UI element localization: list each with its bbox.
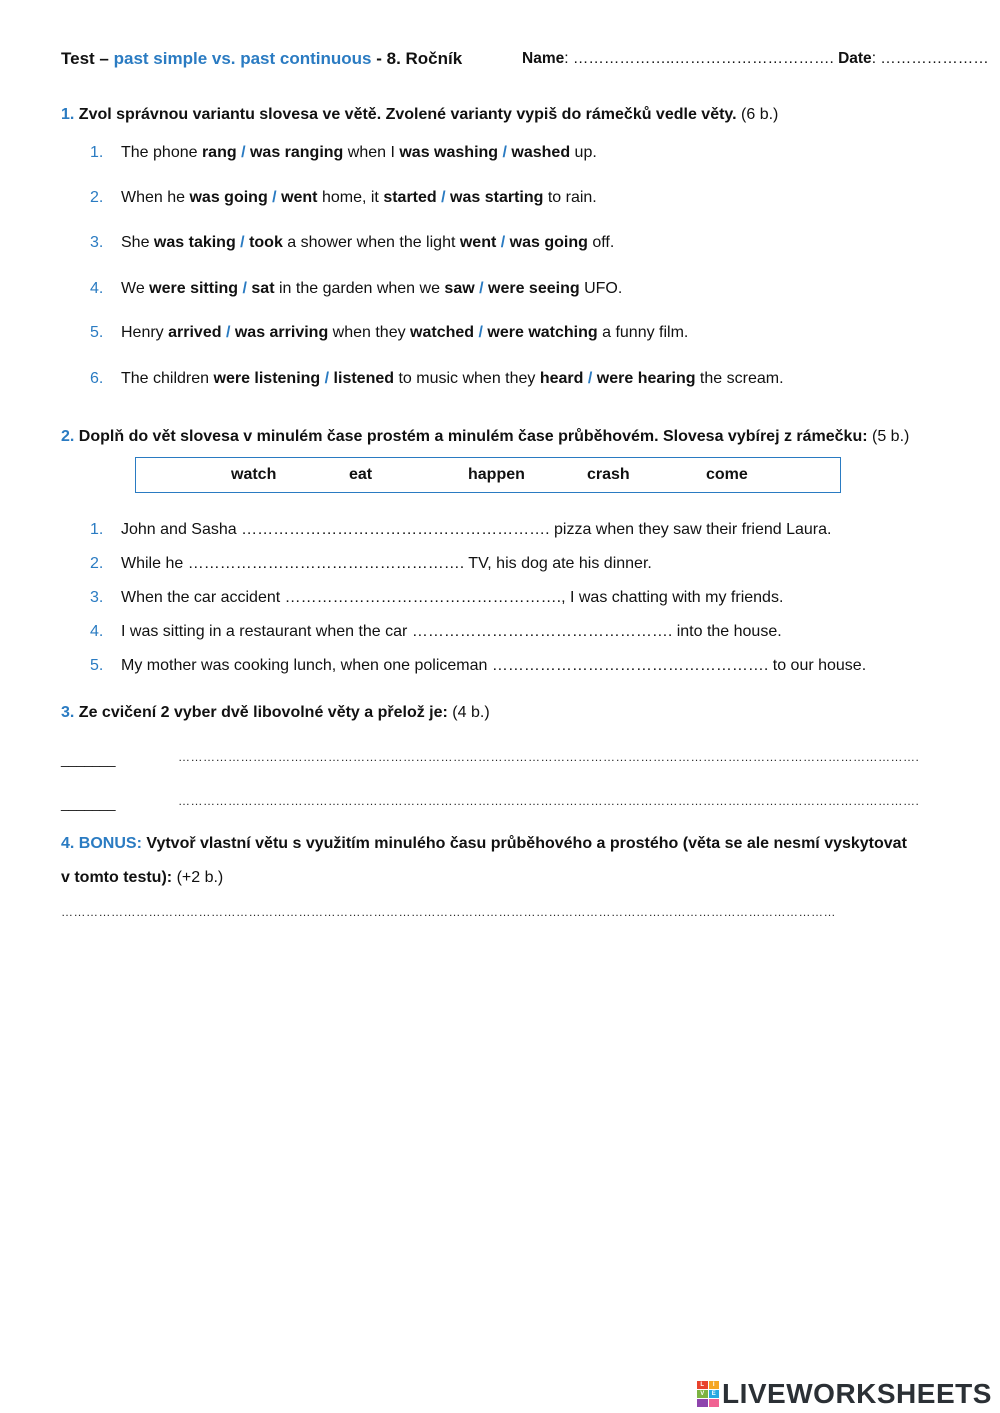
item-number: 6. [90,370,104,387]
item-number: 5. [90,324,104,341]
sentence-text: off. [587,234,615,251]
exercise4-heading [61,835,907,853]
word-watch: watch [231,466,277,483]
exercise2-points: (5 b.) [872,428,910,445]
option-separator: / [320,370,334,387]
sentence-text: to music when they [394,370,540,387]
option-separator: / [436,189,451,206]
verb-option[interactable]: went [281,189,318,206]
logo-tile: I [709,1381,720,1389]
exercise1-item [90,280,622,298]
verb-option[interactable]: were hearing [596,370,696,387]
verb-option[interactable]: were seeing [488,280,580,297]
translation-line-2[interactable]: ……………………………………………………………………………………………………………………………………………………………. [178,794,920,808]
exercise2-heading [61,428,909,446]
item-text[interactable]: While he ……………………………………………. TV, his dog ate his dinner. [121,555,652,572]
sentence-text: to rain. [543,189,597,206]
logo-tile: L [697,1381,708,1389]
item-number: 1. [90,521,104,538]
option-separator: / [221,324,235,341]
sentence-text: We [121,280,150,297]
verb-option[interactable]: watched [410,324,475,341]
verb-option[interactable]: was washing [399,144,499,161]
verb-option[interactable]: was going [189,189,268,206]
bonus-answer-line[interactable]: …………………………………………………………………………………………………………………………………………………………………… [61,905,836,919]
exercise1-points: (6 b.) [741,106,779,123]
exercise2-item [90,657,866,675]
option-separator: / [498,144,512,161]
sentence-text: a funny film. [597,324,689,341]
exercise4-instruction-2: v tomto testu): [61,869,173,886]
item-number: 4. [90,280,104,297]
date-blank[interactable]: : ………………… [871,50,989,67]
logo-tile [709,1399,720,1407]
exercise1-item [90,324,688,342]
exercise2-instruction: Doplň do vět slovesa v minulém čase prostém a minulém čase průběhovém. Slovesa vybírej z rámečku: [78,428,868,445]
sentence-text: up. [570,144,597,161]
verb-option[interactable]: was going [509,234,588,251]
translation-number-blank-1[interactable]: _______ [61,751,116,767]
name-blank[interactable]: : ………………..…………………………. [564,50,834,67]
sentence-text: when I [343,144,400,161]
word-eat: eat [349,466,373,483]
sentence-text: When he [121,189,190,206]
verb-word-box [135,457,841,493]
item-number: 3. [90,589,104,606]
exercise1-item [90,370,784,388]
name-date-block [522,50,989,68]
exercise2-item [90,555,652,573]
exercise2-item [90,589,783,607]
item-number: 3. [90,234,104,251]
exercise3-heading [61,704,490,722]
sentence-text: The children [121,370,214,387]
item-number: 2. [90,555,104,572]
sentence-text: home, it [317,189,384,206]
verb-option[interactable]: heard [539,370,584,387]
exercise3-instruction: Ze cvičení 2 vyber dvě libovolné věty a přelož je: [78,704,448,721]
item-text[interactable]: I was sitting in a restaurant when the car …………………………………………. into the house. [121,623,782,640]
verb-option[interactable]: was starting [450,189,544,206]
logo-tile: E [709,1390,720,1398]
name-label: Name [522,50,565,67]
option-separator: / [583,370,597,387]
option-separator: / [474,324,488,341]
logo-text: LIVEWORKSHEETS [722,1378,992,1409]
item-text[interactable]: John and Sasha …………………………………………………. pizza when they saw their friend Laura. [121,521,832,538]
verb-option[interactable]: were watching [487,324,598,341]
sentence-text: Henry [121,324,169,341]
translation-number-blank-2[interactable]: _______ [61,795,116,811]
verb-option[interactable]: went [459,234,497,251]
option-separator: / [496,234,510,251]
sentence-text: UFO. [579,280,623,297]
verb-option[interactable]: started [383,189,437,206]
exercise1-instruction: Zvol správnou variantu slovesa ve větě. Zvolené varianty vypiš do rámečků vedle věty. [78,106,737,123]
exercise1-heading [61,106,778,124]
verb-option[interactable]: took [249,234,283,251]
test-label: Test – [61,49,109,68]
sentence-text: a shower when the light [282,234,460,251]
item-text[interactable]: My mother was cooking lunch, when one policeman ……………………………………………. to our house. [121,657,867,674]
option-separator: / [238,280,252,297]
exercise4-heading-2 [61,869,223,887]
verb-option[interactable]: were listening [213,370,321,387]
verb-option[interactable]: were sitting [149,280,239,297]
item-number: 2. [90,189,104,206]
exercise4-points: (+2 b.) [176,869,224,886]
verb-option[interactable]: sat [251,280,275,297]
exercise1-item [90,234,614,252]
liveworksheets-icon [697,1381,719,1407]
exercise1-number: 1. [61,106,75,123]
item-number: 1. [90,144,104,161]
liveworksheets-logo [697,1378,992,1410]
test-topic: past simple vs. past continuous [113,49,372,68]
logo-tile: V [697,1390,708,1398]
exercise4-label: 4. BONUS: [61,835,142,852]
option-separator: / [474,280,489,297]
exercise2-item [90,623,782,641]
exercise4-instruction-1: Vytvoř vlastní větu s využitím minulého času průběhového a prostého (věta se ale nesmí vyskytovat [146,835,907,852]
exercise3-points: (4 b.) [452,704,490,721]
word-happen: happen [468,466,525,483]
date-label: Date [838,50,872,67]
verb-option[interactable]: washed [511,144,571,161]
sentence-text: when they [328,324,411,341]
verb-option[interactable]: listened [333,370,395,387]
item-text[interactable]: When the car accident ……………………………………………., I was chatting with my friends. [121,589,784,606]
verb-option[interactable]: was arriving [234,324,329,341]
verb-option[interactable]: was ranging [249,144,344,161]
exercise2-item [90,521,831,539]
exercise3-number: 3. [61,704,75,721]
verb-option[interactable]: arrived [168,324,222,341]
item-number: 5. [90,657,104,674]
sentence-text: The phone [121,144,202,161]
sentence-text: She [121,234,154,251]
page-header [61,49,989,69]
exercise2-number: 2. [61,428,75,445]
word-crash: crash [587,466,630,483]
word-come: come [706,466,748,483]
option-separator: / [236,144,250,161]
verb-option[interactable]: saw [444,280,475,297]
option-separator: / [235,234,250,251]
option-separator: / [267,189,282,206]
grade-label: - 8. Ročník [376,49,463,68]
exercise1-item [90,189,597,207]
item-number: 4. [90,623,104,640]
sentence-text: the scream. [695,370,784,387]
logo-tile [697,1399,708,1407]
verb-option[interactable]: rang [201,144,237,161]
sentence-text: in the garden when we [274,280,445,297]
verb-option[interactable]: was taking [153,234,236,251]
exercise1-item [90,144,597,162]
translation-line-1[interactable]: ……………………………………………………………………………………………………………………………………………………………. [178,750,920,764]
